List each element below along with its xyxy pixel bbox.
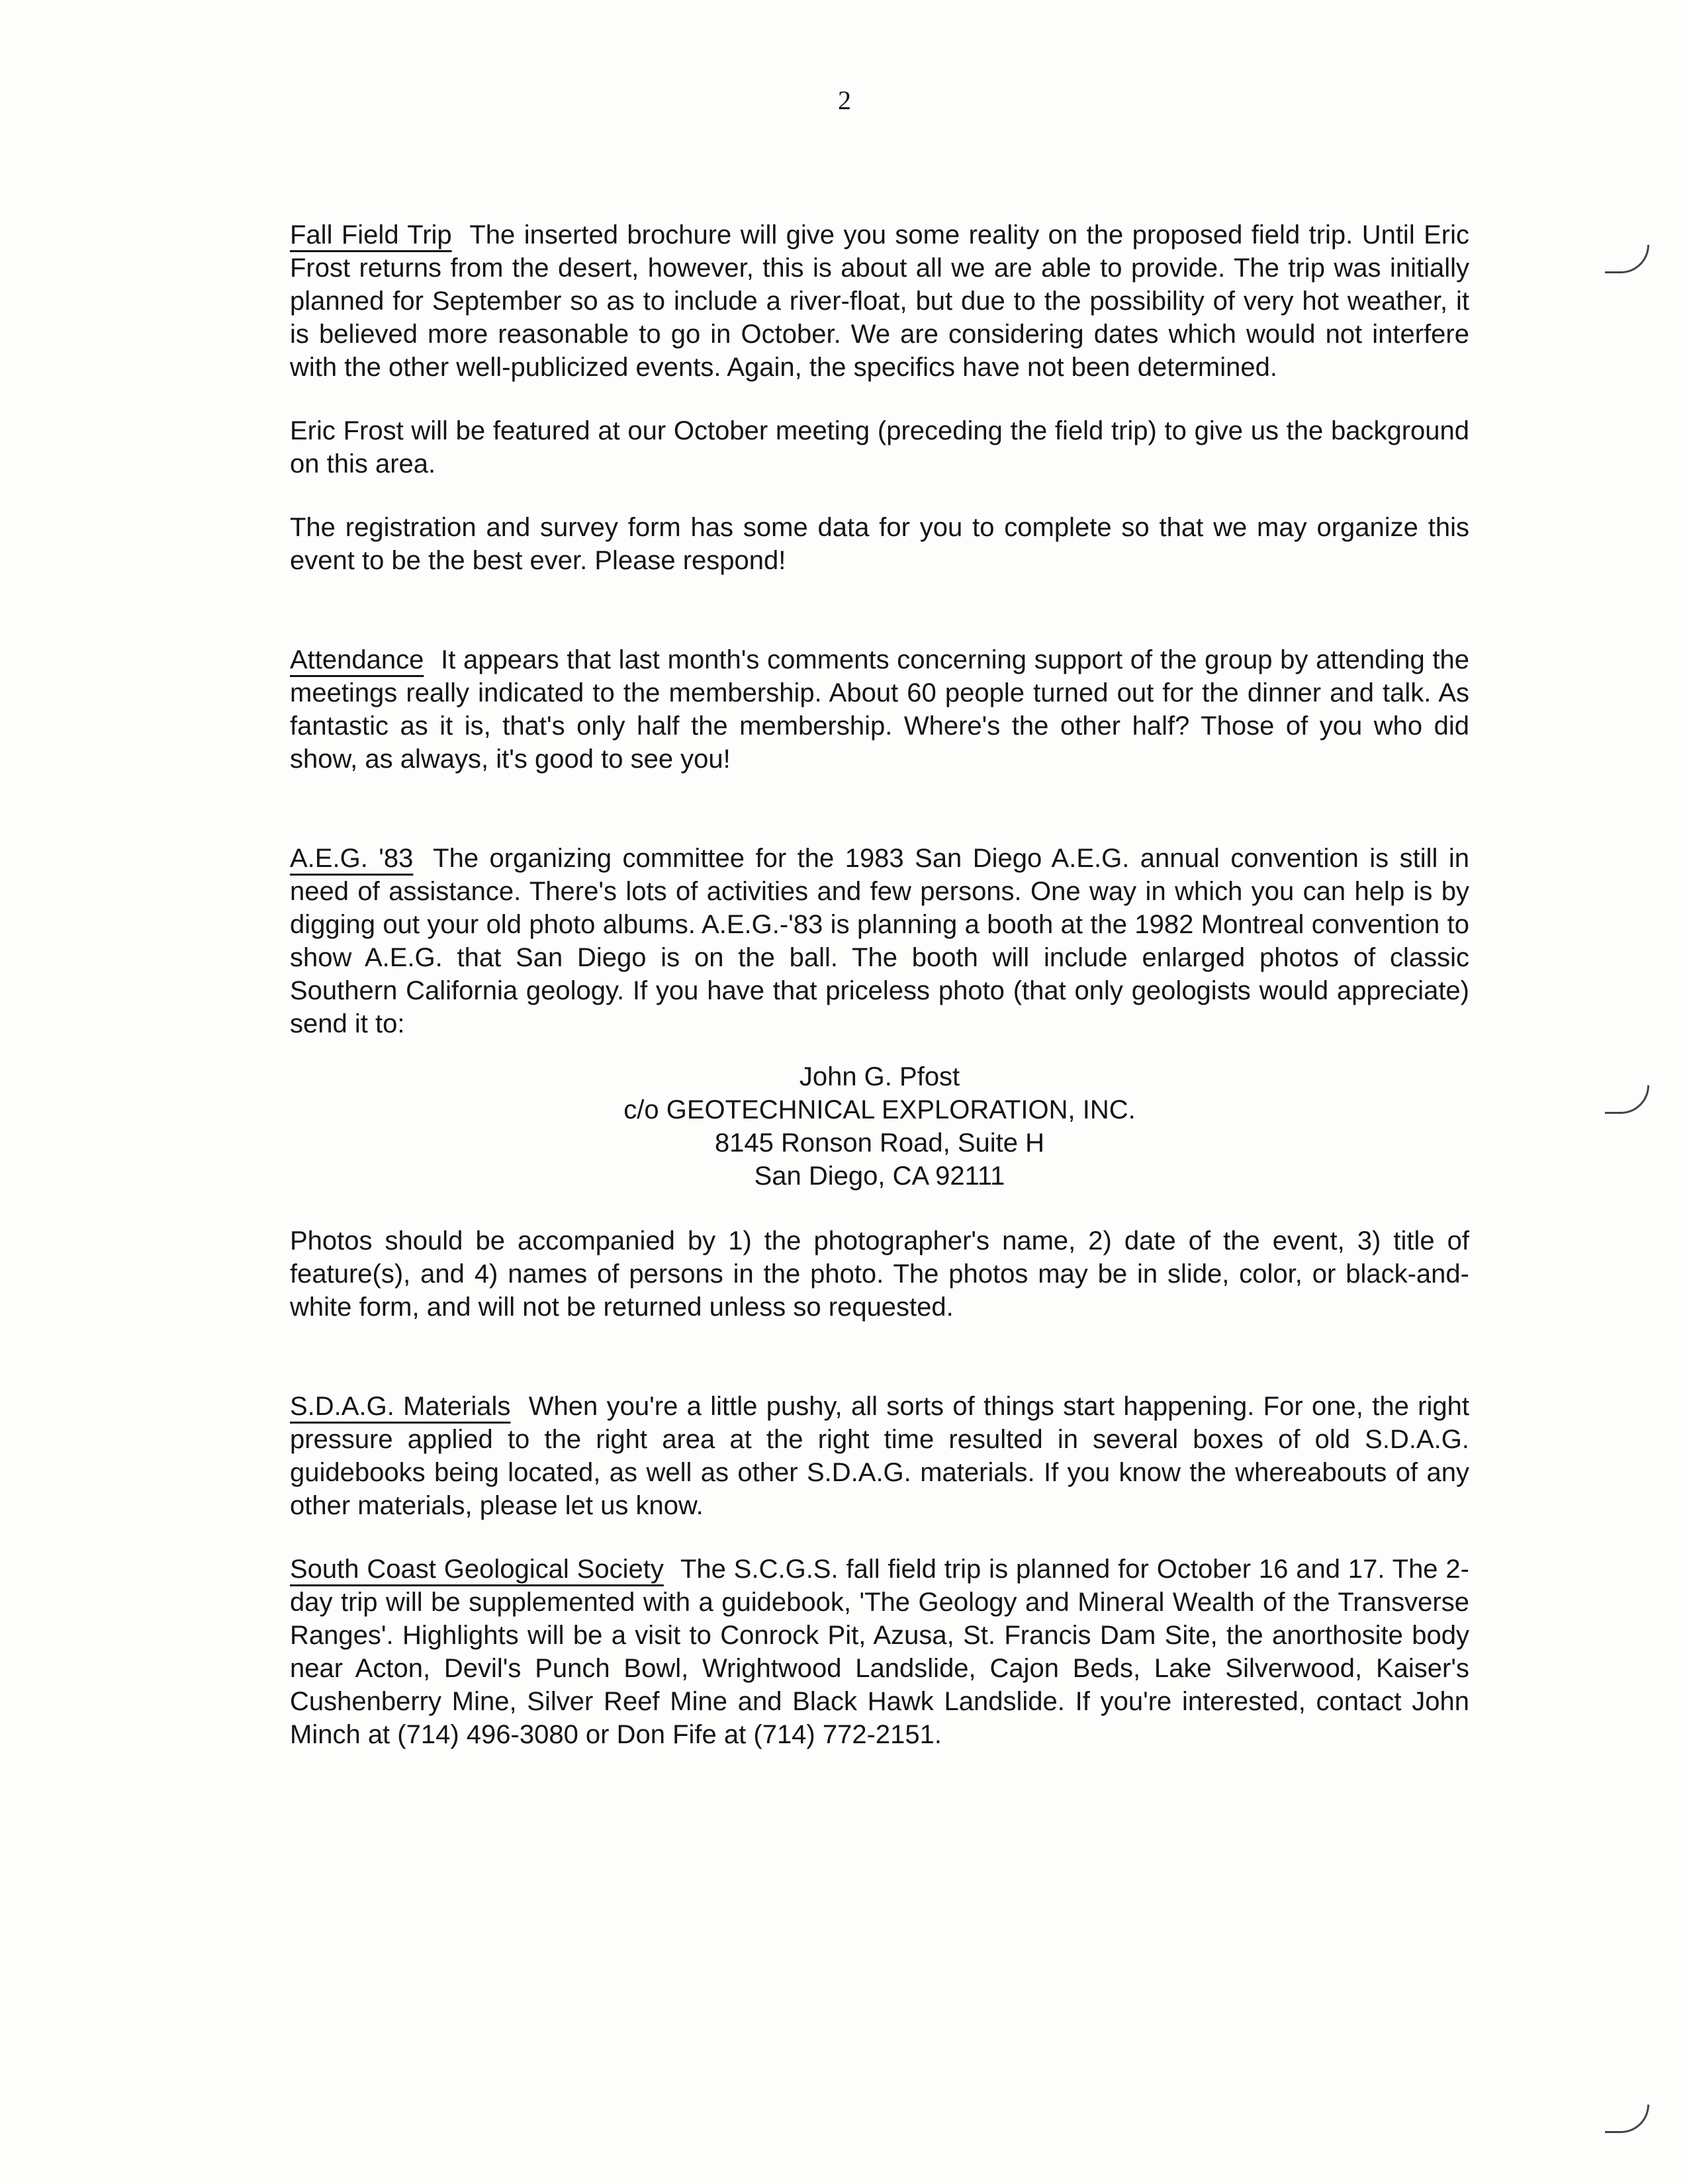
address-line-company: c/o GEOTECHNICAL EXPLORATION, INC. (623, 1095, 1136, 1124)
aeg-83-paragraph-2: Photos should be accompanied by 1) the photographer's name, 2) date of the event, 3) title of feature(s), and 4) names of persons in the photo. The photos may be in slide, color, or black-and-white form, and will not be returned unless so requested. (290, 1226, 1469, 1322)
binder-hole-mark-top (1605, 245, 1649, 273)
south-coast-heading: South Coast Geological Society (290, 1555, 664, 1584)
page-body (290, 218, 1469, 1751)
fall-field-trip-text: The inserted brochure will give you some reality on the proposed field trip. Until Eric Frost returns from the desert, however, this is about all we are able to provide. The trip was initially planned for September so as to include a river-float, but due to the possibility of very hot weather, it is believed more reasonable to go in October. We are considering dates which would not interfere with the other well-publicized events. Again, the specifics have not been determined. (290, 220, 1470, 382)
aeg-83-heading: A.E.G. '83 (290, 844, 414, 873)
binder-hole-mark-middle (1605, 1085, 1649, 1114)
sdag-materials-paragraph (290, 1390, 1469, 1522)
attendance-text: It appears that last month's comments concerning support of the group by attending the meetings really indicated to the membership. About 60 people turned out for the dinner and talk. As fantastic as it is, that's only half the membership. Where's the other half? Those of you who did show, as always, it's good to see you! (290, 645, 1469, 774)
fall-field-trip-paragraph-2: Eric Frost will be featured at our October meeting (preceding the field trip) to give us the background on this area. (290, 416, 1469, 478)
attendance-paragraph (290, 643, 1469, 776)
fall-field-trip-paragraph-3: The registration and survey form has some data for you to complete so that we may organize this event to be the best ever. Please respond! (290, 513, 1469, 575)
fall-field-trip-paragraph (290, 218, 1469, 384)
page-number: 2 (838, 85, 851, 115)
sdag-materials-text: When you're a little pushy, all sorts of things start happening. For one, the right pressure applied to the right area at the right time resulted in several boxes of old S.D.A.G. guidebooks being located, as well as other S.D.A.G. materials. If you know the whereabouts of any other materials, please let us know. (290, 1392, 1469, 1520)
south-coast-paragraph (290, 1553, 1469, 1751)
address-line-name: John G. Pfost (799, 1062, 960, 1091)
aeg-83-paragraph (290, 842, 1469, 1040)
address-line-street: 8145 Ronson Road, Suite H (714, 1128, 1045, 1158)
south-coast-text: The S.C.G.S. fall field trip is planned for October 16 and 17. The 2-day trip will be supplemented with a guidebook, 'The Geology and Mineral Wealth of the Transverse Ranges'. Highlights will be a visit to Conrock Pit, Azusa, St. Francis Dam Site, the anorthosite body near Acton, Devil's Punch Bowl, Wrightwood Landslide, Cajon Beds, Lake Silverwood, Kaiser's Cushenberry Mine, Silver Reef Mine and Black Hawk Landslide. If you're interested, contact John Minch at (714) 496-3080 or Don Fife at (714) 772-2151. (290, 1555, 1469, 1749)
mailing-address (290, 1060, 1469, 1193)
sdag-materials-heading: S.D.A.G. Materials (290, 1392, 511, 1421)
fall-field-trip-heading: Fall Field Trip (290, 220, 452, 250)
binder-hole-mark-bottom (1605, 2105, 1649, 2133)
attendance-heading: Attendance (290, 645, 424, 674)
aeg-83-text: The organizing committee for the 1983 San Diego A.E.G. annual convention is still in need of assistance. There's lots of activities and few persons. One way in which you can help is by digging out your old photo albums. A.E.G.-'83 is planning a booth at the 1982 Montreal convention to show A.E.G. that San Diego is on the ball. The booth will include enlarged photos of classic Southern California geology. If you have that priceless photo (that only geologists would appreciate) send it to: (290, 844, 1470, 1038)
address-line-city: San Diego, CA 92111 (754, 1161, 1005, 1191)
